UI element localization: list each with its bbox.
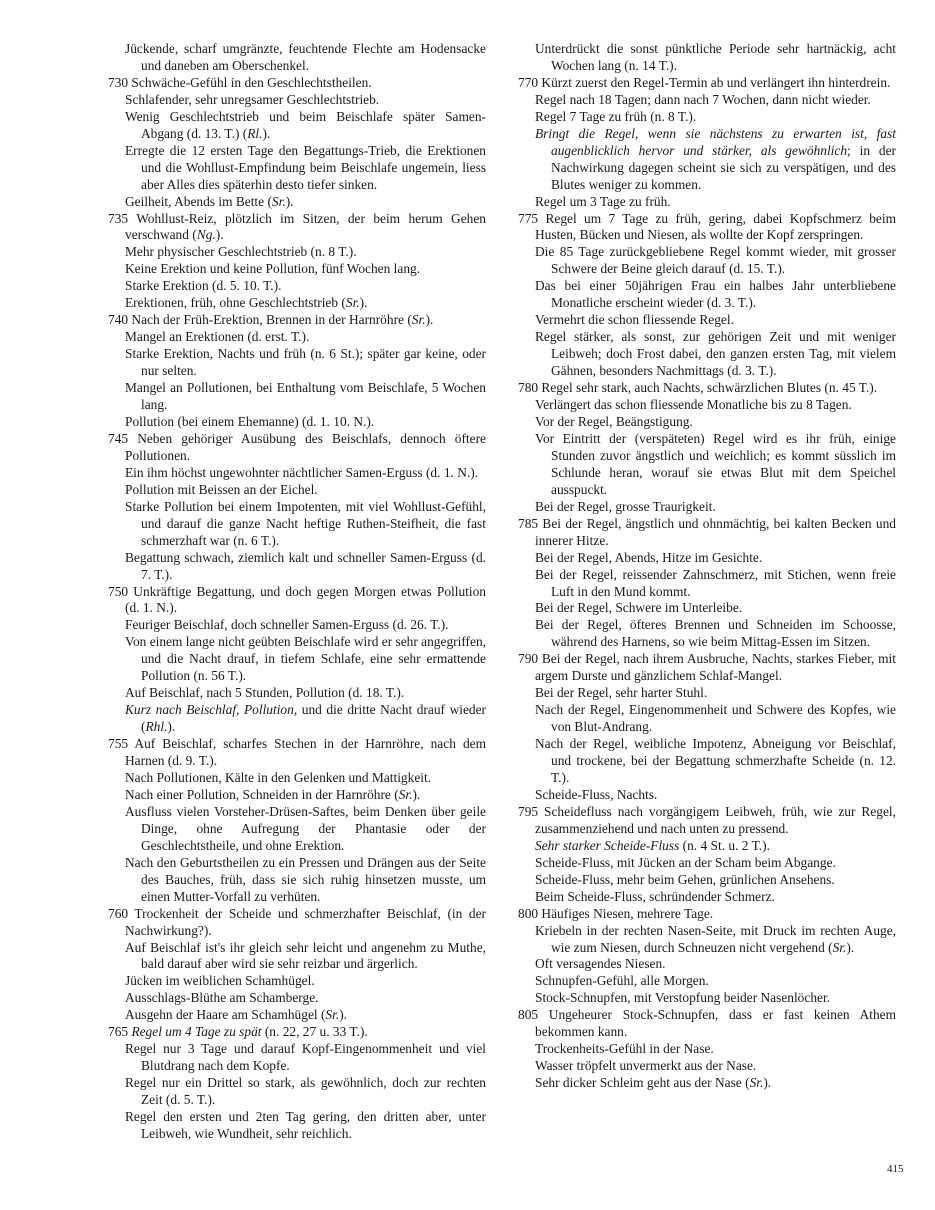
page-number: 415 — [887, 1163, 904, 1175]
entry: Scheide-Fluss, Nachts. — [535, 786, 658, 802]
entry: Begattung schwach, ziemlich kalt und schneller Samen-Erguss (d. 7. T.). — [125, 549, 486, 582]
entry: Bei der Regel, öfteres Brennen und Schneiden im Schoosse, während des Harnens, so wie beim Mittag-Essen im Sitzen. — [535, 617, 896, 650]
entry: Bringt die Regel, wenn sie nächstens zu erwarten ist, fast augenblicklich hervor und stärker, als gewöhnlich; in der Nachwirkung dagegen scheint sie sich zu verspätigen, und des Blutes weniger zu kommen. — [535, 125, 896, 192]
entry: Regel 7 Tage zu früh (n. 8 T.). — [535, 108, 697, 124]
entry: Das bei einer 50jährigen Frau ein halbes Jahr unterbliebene Monatliche erscheint wieder (d. 3. T.). — [535, 278, 896, 311]
entry: Auf Beischlaf, nach 5 Stunden, Pollution (d. 18. T.). — [125, 685, 405, 701]
entry: Nach der Regel, weibliche Impotenz, Abneigung vor Beischlaf, und trockene, bei der Begattung schmerzhafte Scheide (n. 12. T.). — [535, 736, 896, 785]
numbered-entry: 780 Regel sehr stark, auch Nachts, schwärzlichen Blutes (n. 45 T.). — [518, 380, 878, 396]
numbered-entry: 735 Wohllust-Reiz, plötzlich im Sitzen, der beim herum Gehen verschwand (Ng.). — [108, 210, 486, 243]
entry: Regel den ersten und 2ten Tag gering, den dritten aber, unter Leibweh, wie Wundheit, sehr reichlich. — [125, 1109, 486, 1141]
entry: Stock-Schnupfen, mit Verstopfung beider Nasenlöcher. — [535, 990, 831, 1006]
entry: Bei der Regel, sehr harter Stuhl. — [535, 685, 708, 701]
numbered-entry: 775 Regel um 7 Tage zu früh, gering, dabei Kopfschmerz beim Husten, Bücken und Niesen, als wollte der Kopf zerspringen. — [518, 210, 896, 243]
entry: Die 85 Tage zurückgebliebene Regel kommt wieder, mit grosser Schwere der Beine gleich darauf (d. 15. T.). — [535, 244, 896, 277]
numbered-entry: 790 Bei der Regel, nach ihrem Ausbruche, Nachts, starkes Fieber, mit argem Durste und gänzlichem Schlaf-Mangel. — [518, 651, 896, 684]
numbered-entry: 805 Ungeheurer Stock-Schnupfen, dass er fast keinen Athem bekommen kann. — [518, 1007, 896, 1040]
entry: Feuriger Beischlaf, doch schneller Samen-Erguss (d. 26. T.). — [125, 617, 449, 633]
entry: Regel nach 18 Tagen; dann nach 7 Wochen, dann nicht wieder. — [535, 91, 871, 107]
numbered-entry: 765 Regel um 4 Tage zu spät (n. 22, 27 u. 33 T.). — [108, 1024, 368, 1040]
entry: Vor der Regel, Beängstigung. — [535, 413, 693, 429]
entry: Starke Pollution bei einem Impotenten, mit viel Wohllust-Gefühl, und darauf die ganze Nacht heftige Ruthen-Steifheit, die fast schmerzhaft war (n. 6 T.). — [125, 498, 486, 548]
entry: Vermehrt die schon fliessende Regel. — [535, 312, 734, 328]
entry: Schnupfen-Gefühl, alle Morgen. — [535, 973, 709, 989]
entry: Bei der Regel, Schwere im Unterleibe. — [535, 600, 743, 616]
numbered-entry: 760 Trockenheit der Scheide und schmerzhafter Beischlaf, (in der Nachwirkung?). — [108, 905, 486, 938]
numbered-entry: 785 Bei der Regel, ängstlich und ohnmächtig, bei kalten Becken und innerer Hitze. — [518, 515, 896, 548]
entry: Jückende, scharf umgränzte, feuchtende Flechte am Hodensacke und daneben am Oberschenkel. — [125, 41, 486, 73]
entry: Oft versagendes Niesen. — [535, 956, 666, 972]
numbered-entry: 740 Nach der Früh-Erektion, Brennen in der Harnröhre (Sr.). — [108, 312, 434, 328]
entry: Geilheit, Abends im Bette (Sr.). — [125, 193, 294, 209]
entry: Nach einer Pollution, Schneiden in der Harnröhre (Sr.). — [125, 786, 421, 802]
entry: Nach den Geburtstheilen zu ein Pressen und Drängen aus der Seite des Bauches, früh, dass sie sich ruhig hinsetzen musste, um einen Mutter-Vorfall zu verhüten. — [125, 854, 486, 904]
right-column — [518, 41, 896, 1092]
left-column — [108, 41, 486, 1143]
entry: Mangel an Erektionen (d. erst. T.). — [125, 329, 310, 345]
entry: Bei der Regel, reissender Zahnschmerz, mit Stichen, wenn freie Luft in den Mund kommt. — [535, 566, 896, 599]
entry: Von einem lange nicht geübten Beischlafe wird er sehr angegriffen, und die Nacht drauf, in tiefem Schlafe, eine sehr ermattende Pollution (n. 56 T.). — [125, 634, 486, 684]
entry: Erektionen, früh, ohne Geschlechtstrieb (Sr.). — [125, 295, 368, 311]
entry: Wenig Geschlechtstrieb und beim Beischlafe später Samen-Abgang (d. 13. T.) (Rl.). — [125, 108, 486, 141]
entry: Auf Beischlaf ist's ihr gleich sehr leicht und angenehm zu Muthe, bald darauf aber wird sie sehr reizbar und ärgerlich. — [125, 939, 486, 972]
entry: Trockenheits-Gefühl in der Nase. — [535, 1041, 714, 1057]
numbered-entry: 795 Scheidefluss nach vorgängigem Leibweh, früh, wie zur Regel, zusammenziehend und nach unten zu pressend. — [518, 803, 896, 836]
entry: Regel um 3 Tage zu früh. — [535, 193, 671, 209]
entry: Keine Erektion und keine Pollution, fünf Wochen lang. — [125, 261, 421, 277]
entry: Ausfluss vielen Vorsteher-Drüsen-Saftes, beim Denken über geile Dinge, ohne Aufregung der Phantasie oder der Geschlechtstheile, und ohne Erektion. — [125, 803, 486, 853]
entry: Beim Scheide-Fluss, schründender Schmerz. — [535, 888, 775, 904]
entry: Verlängert das schon fliessende Monatliche bis zu 8 Tagen. — [535, 397, 852, 413]
entry: Mangel an Pollutionen, bei Enthaltung vom Beischlafe, 5 Wochen lang. — [125, 380, 486, 413]
entry: Ausgehn der Haare am Schamhügel (Sr.). — [125, 1007, 348, 1023]
numbered-entry: 745 Neben gehöriger Ausübung des Beischlafs, dennoch öftere Pollutionen. — [108, 430, 486, 463]
entry: Scheide-Fluss, mit Jücken an der Scham beim Abgange. — [535, 854, 836, 870]
entry: Jücken im weiblichen Schamhügel. — [125, 973, 315, 989]
entry: Nach Pollutionen, Kälte in den Gelenken und Mattigkeit. — [125, 769, 432, 785]
entry: Starke Erektion, Nachts und früh (n. 6 St.); später gar keine, oder nur selten. — [125, 346, 486, 379]
entry: Vor Eintritt der (verspäteten) Regel wird es ihr früh, einige Stunden zuvor ängstlich und weichlich; es kommt süsslich im Schlunde heran, worauf sie etwas Blut mit dem Speichel ausspuckt. — [535, 430, 896, 497]
numbered-entry: 800 Häufiges Niesen, mehrere Tage. — [518, 905, 714, 921]
entry: Pollution (bei einem Ehemanne) (d. 1. 10. N.). — [125, 413, 375, 429]
entry: Bei der Regel, Abends, Hitze im Gesichte. — [535, 549, 763, 565]
entry: Unterdrückt die sonst pünktliche Periode sehr hartnäckig, acht Wochen lang (n. 14 T.). — [535, 41, 896, 73]
entry: Scheide-Fluss, mehr beim Gehen, grünlichen Ansehens. — [535, 871, 835, 887]
entry: Erregte die 12 ersten Tage den Begattungs-Trieb, die Erektionen und die Wohllust-Empfindung beim Beischlafe ungemein, liess aber Alles dies späterhin desto tiefer sinken. — [125, 142, 486, 192]
numbered-entry: 730 Schwäche-Gefühl in den Geschlechtstheilen. — [108, 74, 372, 90]
entry: Bei der Regel, grosse Traurigkeit. — [535, 498, 716, 514]
entry: Kriebeln in der rechten Nasen-Seite, mit Druck im rechten Auge, wie zum Niesen, durch Schneuzen nicht vergehend (Sr.). — [535, 922, 896, 955]
entry: Ein ihm höchst ungewohnter nächtlicher Samen-Erguss (d. 1. N.). — [125, 464, 479, 480]
entry: Starke Erektion (d. 5. 10. T.). — [125, 278, 282, 294]
entry: Sehr dicker Schleim geht aus der Nase (Sr.). — [535, 1075, 772, 1091]
entry: Pollution mit Beissen an der Eichel. — [125, 481, 318, 497]
entry: Wasser tröpfelt unvermerkt aus der Nase. — [535, 1058, 757, 1074]
numbered-entry: 755 Auf Beischlaf, scharfes Stechen in der Harnröhre, nach dem Harnen (d. 9. T.). — [108, 736, 486, 769]
numbered-entry: 770 Kürzt zuerst den Regel-Termin ab und verlängert ihn hinterdrein. — [518, 74, 891, 90]
entry: Nach der Regel, Eingenommenheit und Schwere des Kopfes, wie von Blut-Andrang. — [535, 702, 896, 735]
numbered-entry: 750 Unkräftige Begattung, und doch gegen Morgen etwas Pollution (d. 1. N.). — [108, 583, 486, 616]
entry: Mehr physischer Geschlechtstrieb (n. 8 T.). — [125, 244, 357, 260]
entry: Ausschlags-Blüthe am Schamberge. — [125, 990, 319, 1006]
entry: Sehr starker Scheide-Fluss (n. 4 St. u. 2 T.). — [535, 837, 770, 853]
entry: Regel nur 3 Tage und darauf Kopf-Eingenommenheit und viel Blutdrang nach dem Kopfe. — [125, 1041, 486, 1074]
entry: Regel stärker, als sonst, zur gehörigen Zeit und mit weniger Leibweh; doch Frost dabei, den ganzen ersten Tag, mit vielem Gähnen, besonders Nachmittags (d. 3. T.). — [535, 329, 896, 379]
entry: Kurz nach Beischlaf, Pollution, und die dritte Nacht drauf wieder (Rhl.). — [125, 702, 486, 735]
entry: Schlafender, sehr unregsamer Geschlechtstrieb. — [125, 91, 380, 107]
entry: Regel nur ein Drittel so stark, als gewöhnlich, doch zur rechten Zeit (d. 5. T.). — [125, 1075, 486, 1108]
